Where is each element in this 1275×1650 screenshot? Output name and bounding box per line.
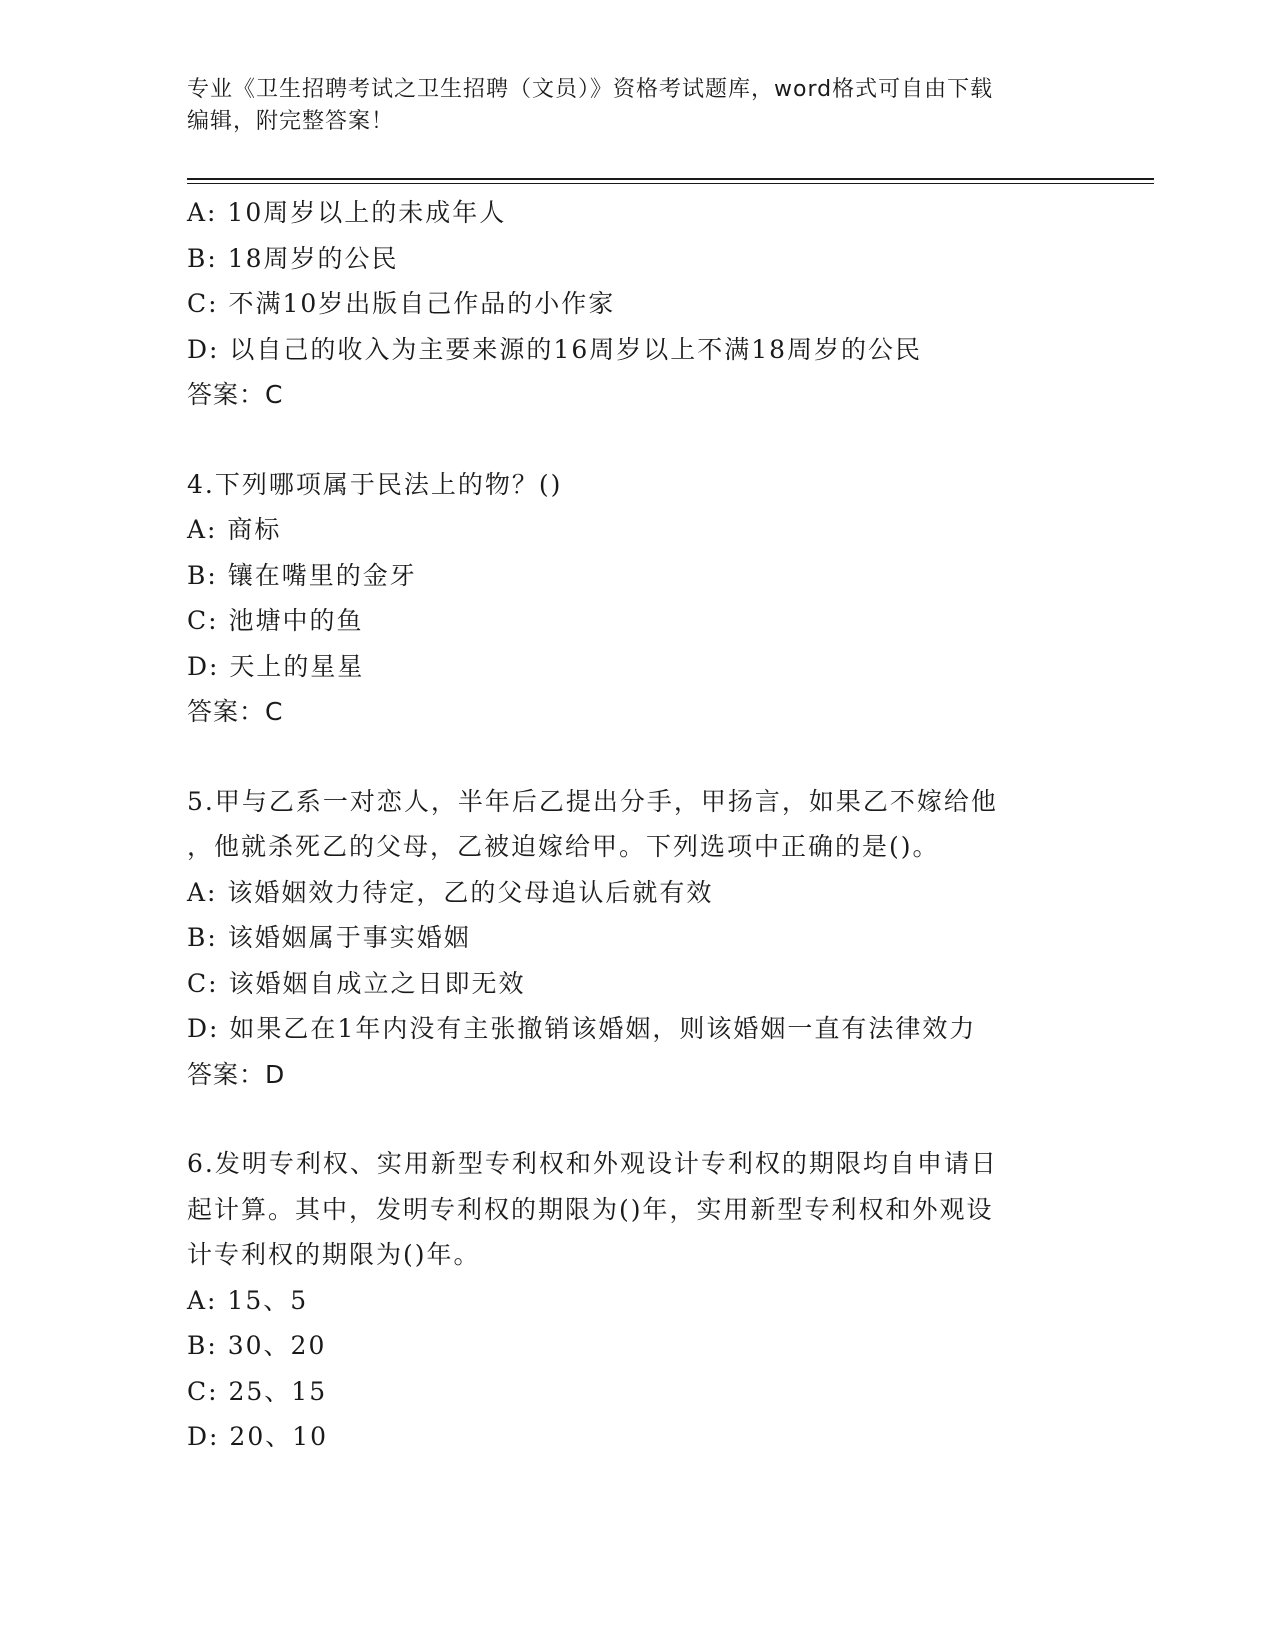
header-line-1: 专业《卫生招聘考试之卫生招聘（文员）》资格考试题库，word格式可自由下载: [187, 77, 994, 102]
question-block: [187, 779, 1087, 1098]
option-c: C: 该婚姻自成立之日即无效: [187, 968, 526, 998]
header-line-2: 编辑，附完整答案！: [187, 109, 395, 134]
option-b: B: 该婚姻属于事实婚姻: [187, 923, 471, 952]
question-text: 4.下列哪项属于民法上的物？(): [187, 469, 563, 499]
option-d: D: 天上的星星: [187, 651, 365, 681]
option-d: D: 以自己的收入为主要来源的16周岁以上不满18周岁的公民: [187, 334, 923, 364]
answer-line: 答案：D: [187, 1059, 286, 1089]
question-block: [187, 1141, 1087, 1460]
answer-line: 答案：C: [187, 697, 284, 726]
option-d: D: 20、10: [187, 1422, 329, 1451]
option-c: C: 25、15: [187, 1376, 328, 1406]
question-block: [187, 462, 1087, 735]
option-b: B: 18周岁的公民: [187, 243, 399, 273]
question-text: ，他就杀死乙的父母，乙被迫嫁给甲。下列选项中正确的是()。: [187, 832, 940, 861]
question-text: 计专利权的期限为()年。: [187, 1240, 481, 1269]
question-text: 5.甲与乙系一对恋人，半年后乙提出分手，甲扬言，如果乙不嫁给他: [187, 786, 998, 816]
option-d: D: 如果乙在1年内没有主张撤销该婚姻，则该婚姻一直有法律效力: [187, 1014, 977, 1043]
question-text: 起计算。其中，发明专利权的期限为()年，实用新型专利权和外观设: [187, 1194, 994, 1224]
header-divider-thin: [187, 183, 1154, 184]
option-c: C: 不满10岁出版自己作品的小作家: [187, 289, 616, 318]
document-header: [187, 74, 1087, 138]
question-list: [187, 190, 1087, 1460]
option-b: B: 镶在嘴里的金牙: [187, 560, 417, 590]
option-a: A: 15、5: [187, 1285, 309, 1315]
option-a: A: 商标: [187, 515, 282, 544]
option-a: A: 10周岁以上的未成年人: [187, 198, 507, 227]
question-text: 6.发明专利权、实用新型专利权和外观设计专利权的期限均自申请日: [187, 1149, 998, 1178]
option-c: C: 池塘中的鱼: [187, 606, 364, 635]
header-divider: [187, 178, 1154, 180]
answer-line: 答案：C: [187, 380, 284, 409]
question-block: [187, 190, 1087, 418]
option-a: A: 该婚姻效力待定，乙的父母追认后就有效: [187, 877, 714, 907]
option-b: B: 30、20: [187, 1331, 327, 1360]
